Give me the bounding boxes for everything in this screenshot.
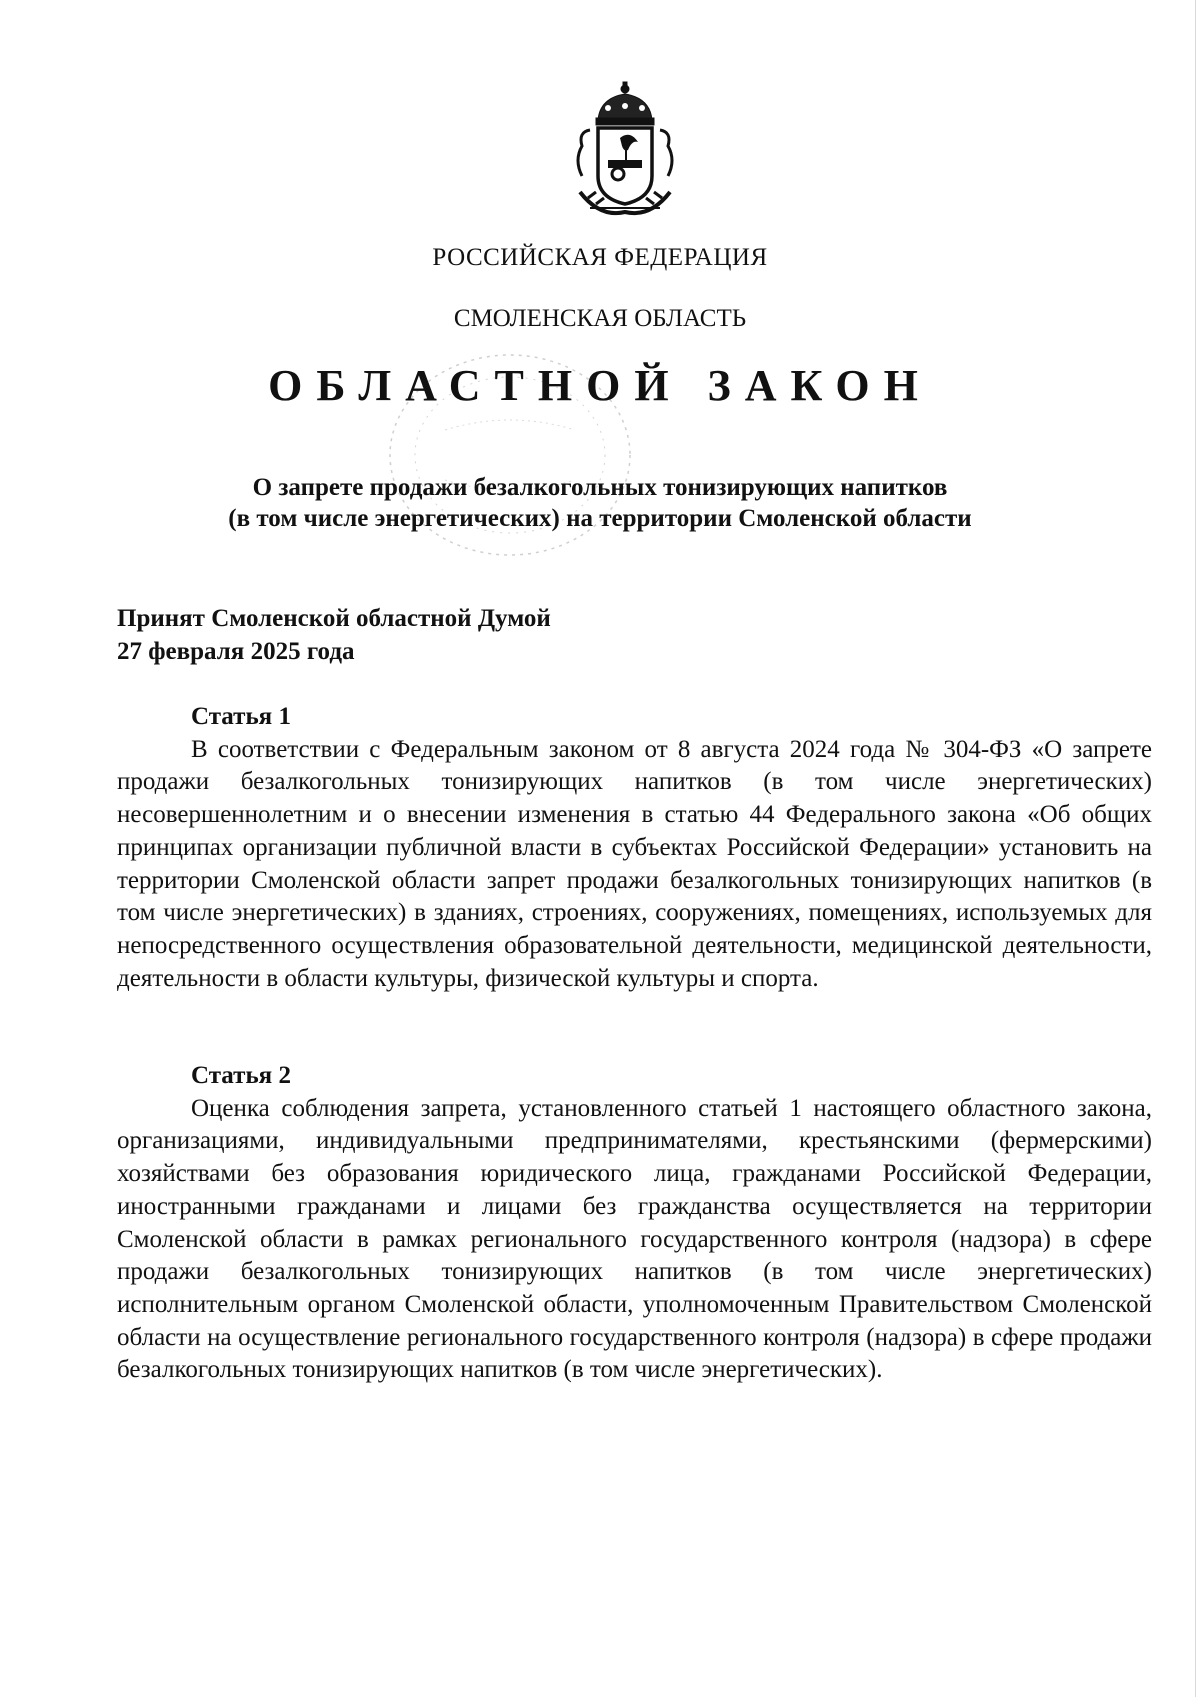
law-title-line-2: (в том числе энергетических) на территории Смоленской области — [228, 505, 972, 532]
article-text: Оценка соблюдения запрета, установленного статьей 1 настоящего областного закона, организациями, индивидуальными предпринимателями, крестьянскими (фермерскими) хозяйствами без образования юридического лица, гражданами Российской Федерации, иностранными гражданами и лицами без гражданства осуществляется на территории Смоленской области в рамках регионального государственного контроля (надзора) в сфере продажи безалкогольных тонизирующих напитков (в том числе энергетических) исполнительным органом Смоленской области, уполномоченным Правительством Смоленской области на осуществление регионального государственного контроля (надзора) в сфере продажи безалкогольных тонизирующих напитков (в том числе энергетических). — [117, 1094, 1152, 1384]
article-2 — [117, 1060, 1152, 1387]
law-title-line-1: О запрете продажи безалкогольных тонизирующих напитков — [252, 474, 948, 501]
adoption-date: 27 февраля 2025 года — [117, 638, 355, 665]
region-name: СМОЛЕНСКАЯ ОБЛАСТЬ — [453, 305, 747, 332]
article-heading: Статья 2 — [191, 1062, 291, 1089]
country-name: РОССИЙСКАЯ ФЕДЕРАЦИЯ — [432, 244, 768, 271]
adoption-block — [117, 602, 551, 668]
article-heading: Статья 1 — [191, 703, 291, 730]
document-type-heading: ОБЛАСТНОЙ ЗАКОН — [268, 361, 932, 410]
article-1 — [117, 701, 1152, 995]
article-text: В соответствии с Федеральным законом от 8 августа 2024 года № 304-ФЗ «О запрете продажи безалкогольных тонизирующих напитков (в том числе энергетических) несовершеннолетним и о внесении изменения в статью 44 Федерального закона «Об общих принципах организации публичной власти в субъектах Российской Федерации» установить на территории Смоленской области запрет продажи безалкогольных тонизирующих напитков (в том числе энергетических) в зданиях, строениях, сооружениях, помещениях, используемых для непосредственного осуществления образовательной деятельности, медицинской деятельности, деятельности в области культуры, физической культуры и спорта. — [117, 735, 1152, 992]
adoption-body: Принят Смоленской областной Думой — [117, 605, 551, 632]
coat-of-arms-emblem — [560, 80, 690, 220]
